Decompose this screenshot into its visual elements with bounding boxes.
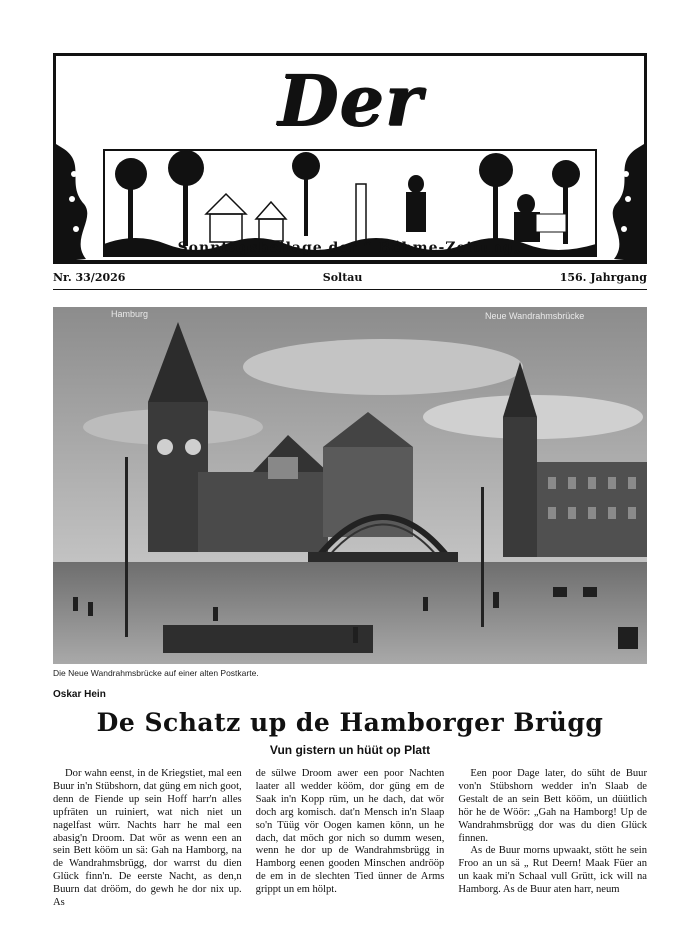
issue-number: Nr. 33/2026	[53, 270, 126, 284]
article-body	[53, 768, 647, 938]
divider	[53, 289, 647, 290]
postcard-label-left: Hamburg	[111, 309, 149, 319]
photo-caption: Die Neue Wandrahmsbrücke auf einer alten Postkarte.	[53, 668, 259, 678]
masthead-subtitle: Sonntagsbeilage der “ Böhme-Zeitung„	[177, 240, 523, 256]
paragraph: Een poor Dage later, do süht de Buur von'n Stübshorn wedder in'n Slaab de Gestalt de an sein Bett kööm, un düütlich hör he de Wöör: „Gah na Hamborg! Up de Wandrahmsbrügg dor was du dien Glück finnen.	[458, 768, 648, 844]
issue-volume: 156. Jahrgang	[559, 270, 647, 284]
article-subheadline: Vun gistern un hüüt op Platt	[269, 743, 431, 757]
divider	[53, 262, 647, 264]
issue-place: Soltau	[322, 270, 363, 284]
masthead	[53, 53, 647, 263]
newspaper-title: Der	[277, 59, 423, 142]
article-author: Oskar Hein	[53, 689, 106, 700]
postcard-label-right: Neue Wandrahmsbrücke	[485, 311, 585, 321]
postcard-photo	[53, 307, 647, 664]
paragraph: Dor wahn eenst, in de Kriegstiet, mal een Buur in'n Stübshorn, dat güng em nich goot, denn de Fiende up sein Hoff harr'n alles upfräten un ruiniert, wat nich niet un nagelfast würr. Nachts harr he mal een abasig'n Droom. Dat wör as wenn een an sein Bett kööm un sä: Gah na Hamborg, na de Wandrahmsbrügg, dor warrst du dien Glück finn'n. De eerste Nacht, as den,n Buurn dat drööm, do gewh he dor nix up. As	[53, 768, 242, 909]
article-headline: De Schatz up de Hamborger Brügg	[96, 708, 604, 737]
article-column-3	[458, 768, 647, 938]
article-column-2	[256, 768, 445, 938]
article-column-1	[53, 768, 242, 938]
paragraph: de sülwe Droom awer een poor Nachten laater all wedder kööm, dor güng em de Saak in'n Kopp rüm, un he dach, dat wör doch arg komisch. dat'n Mensch in'n Slaap so'n Tüüg vör Oogen kamen könn, un he dach, dat möch gor nich so dumm wesen, wenn he dor up de Wandrahmsbrügg in Hamborg eenen gooden Minschen andrööp de em in de slechten Tied ünner de Arms grippt un em hölpt.	[255, 768, 445, 896]
paragraph: As de Buur morns upwaakt, stött he sein Froo an un sä „ Rut Deern! Maak Füer an un kaak mi'n Schaal vull Grütt, ick will na Hamborg. As de Buur aten harr, neum	[458, 845, 648, 896]
issue-meta-line	[53, 269, 647, 285]
